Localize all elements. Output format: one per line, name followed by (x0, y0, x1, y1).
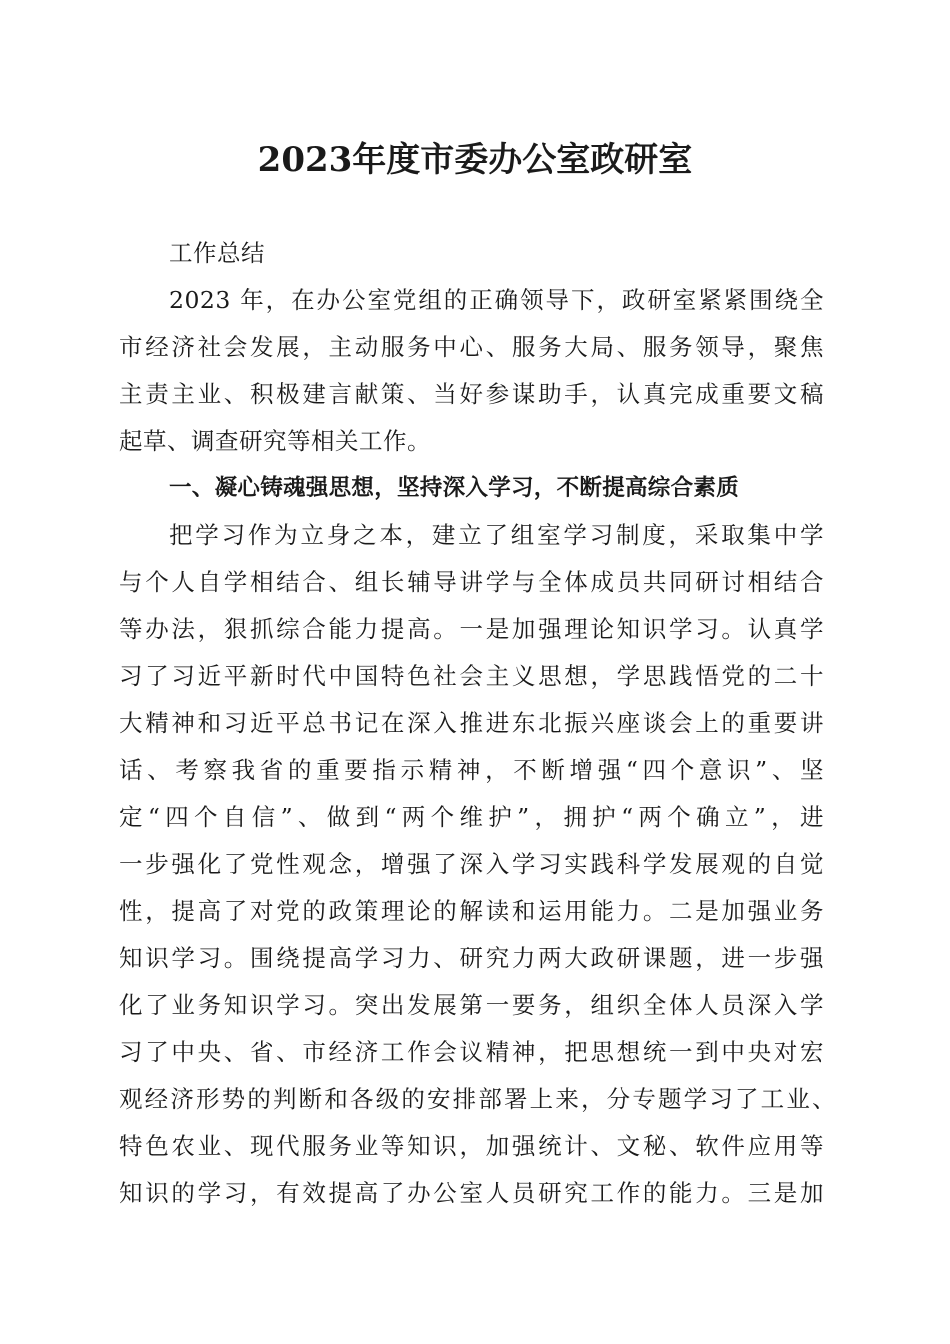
section-line: 一步强化了党性观念，增强了深入学习实践科学发展观的自觉 (119, 850, 824, 878)
section-line: 与个人自学相结合、组长辅导讲学与全体成员共同研讨相结合 (119, 568, 824, 596)
section-line: 大精神和习近平总书记在深入推进东北振兴座谈会上的重要讲 (119, 709, 824, 737)
intro-line: 2023 年，在办公室党组的正确领导下，政研室紧紧围绕全 (169, 286, 824, 314)
section-line: 观经济形势的判断和各级的安排部署上来，分专题学习了工业、 (119, 1085, 836, 1113)
intro-line: 起草、调查研究等相关工作。 (119, 427, 431, 455)
section-line: 知识学习。围绕提高学习力、研究力两大政研课题，进一步强 (119, 944, 824, 972)
section-line: 话、考察我省的重要指示精神，不断增强“四个意识”、坚 (119, 756, 824, 784)
section-line: 知识的学习，有效提高了办公室人员研究工作的能力。三是加 (119, 1179, 824, 1207)
section-line: 性，提高了对党的政策理论的解读和运用能力。二是加强业务 (119, 897, 824, 925)
intro-line: 主责主业、积极建言献策、当好参谋助手，认真完成重要文稿 (119, 380, 824, 408)
section-line: 把学习作为立身之本，建立了组室学习制度，采取集中学 (169, 521, 824, 549)
section-line: 化了业务知识学习。突出发展第一要务，组织全体人员深入学 (119, 991, 824, 1019)
section-heading: 一、凝心铸魂强思想，坚持深入学习，不断提高综合素质 (169, 475, 740, 501)
document-title: 2023年度市委办公室政研室 (257, 140, 693, 180)
section-line: 特色农业、现代服务业等知识，加强统计、文秘、软件应用等 (119, 1132, 824, 1160)
section-line: 定“四个自信”、做到“两个维护”，拥护“两个确立”，进 (119, 803, 824, 831)
intro-line: 市经济社会发展，主动服务中心、服务大局、服务领导，聚焦 (119, 333, 824, 361)
document-subtitle: 工作总结 (169, 239, 265, 267)
section-line: 习了习近平新时代中国特色社会主义思想，学思践悟党的二十 (119, 662, 824, 690)
section-line: 习了中央、省、市经济工作会议精神，把思想统一到中央对宏 (119, 1038, 824, 1066)
section-line: 等办法，狠抓综合能力提高。一是加强理论知识学习。认真学 (119, 615, 824, 643)
document-body (119, 230, 836, 1217)
